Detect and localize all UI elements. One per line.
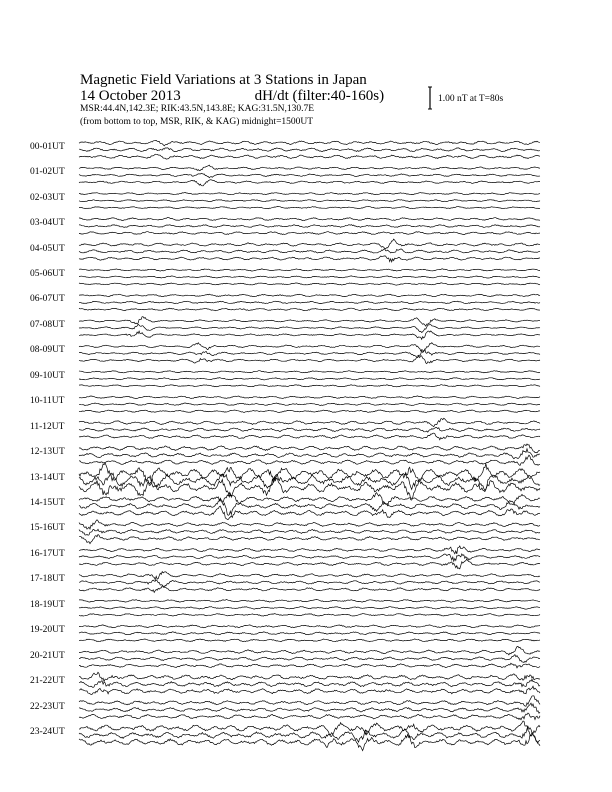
- trace-04-05UT-KAG: [79, 239, 540, 249]
- row-label-13-14UT: 13-14UT: [30, 472, 65, 483]
- trace-15-16UT-RIK: [79, 529, 540, 535]
- chart-title: Magnetic Field Variations at 3 Stations in Japan: [80, 72, 367, 88]
- row-label-11-12UT: 11-12UT: [30, 421, 65, 432]
- trace-09-10UT-MSR: [79, 385, 540, 387]
- trace-19-20UT-RIK: [79, 632, 540, 635]
- trace-order-note: (from bottom to top, MSR, RIK, & KAG) midnight=1500UT: [80, 117, 314, 127]
- trace-05-06UT-KAG: [79, 269, 540, 271]
- trace-23-24UT-MSR: [79, 734, 540, 750]
- row-label-02-03UT: 02-03UT: [30, 192, 65, 203]
- trace-01-02UT-KAG: [79, 165, 540, 171]
- row-label-03-04UT: 03-04UT: [30, 218, 65, 229]
- trace-18-19UT-KAG: [79, 600, 540, 603]
- trace-01-02UT-RIK: [79, 173, 540, 177]
- trace-11-12UT-KAG: [79, 418, 540, 426]
- trace-15-16UT-MSR: [79, 535, 540, 544]
- trace-20-21UT-MSR: [79, 663, 540, 668]
- row-label-19-20UT: 19-20UT: [30, 625, 65, 636]
- trace-14-15UT-MSR: [79, 506, 540, 519]
- scale-label: 1.00 nT at T=80s: [438, 94, 504, 104]
- quantity-text: dH/dt (filter:40-160s): [254, 88, 385, 104]
- row-label-16-17UT: 16-17UT: [30, 548, 65, 559]
- trace-02-03UT-RIK: [79, 200, 540, 202]
- trace-13-14UT-MSR: [79, 478, 540, 500]
- row-label-06-07UT: 06-07UT: [30, 294, 65, 305]
- trace-22-23UT-KAG: [79, 696, 540, 706]
- row-label-05-06UT: 05-06UT: [30, 268, 65, 279]
- trace-20-21UT-RIK: [79, 655, 540, 663]
- row-label-23-24UT: 23-24UT: [30, 727, 65, 738]
- trace-09-10UT-KAG: [79, 371, 540, 373]
- row-label-10-11UT: 10-11UT: [30, 396, 65, 407]
- trace-22-23UT-MSR: [79, 713, 540, 720]
- trace-08-09UT-KAG: [79, 343, 540, 352]
- trace-11-12UT-MSR: [79, 433, 540, 440]
- trace-06-07UT-KAG: [79, 294, 540, 296]
- trace-10-11UT-MSR: [79, 410, 540, 413]
- trace-06-07UT-MSR: [79, 308, 540, 311]
- trace-17-18UT-MSR: [79, 586, 540, 593]
- trace-19-20UT-MSR: [79, 639, 540, 642]
- trace-21-22UT-RIK: [79, 679, 540, 687]
- trace-08-09UT-MSR: [79, 356, 540, 364]
- trace-21-22UT-KAG: [79, 672, 540, 681]
- trace-10-11UT-KAG: [79, 396, 540, 399]
- row-label-22-23UT: 22-23UT: [30, 701, 65, 712]
- trace-02-03UT-MSR: [79, 207, 540, 209]
- row-label-00-01UT: 00-01UT: [30, 141, 65, 152]
- trace-21-22UT-MSR: [79, 686, 540, 694]
- trace-22-23UT-RIK: [79, 703, 540, 713]
- trace-15-16UT-KAG: [79, 520, 540, 529]
- trace-17-18UT-KAG: [79, 572, 540, 580]
- trace-04-05UT-MSR: [79, 256, 540, 262]
- trace-09-10UT-RIK: [79, 378, 540, 380]
- row-label-15-16UT: 15-16UT: [30, 523, 65, 534]
- trace-06-07UT-RIK: [79, 301, 540, 303]
- trace-12-13UT-KAG: [79, 444, 540, 453]
- trace-00-01UT-RIK: [79, 148, 540, 152]
- trace-07-08UT-KAG: [79, 317, 540, 326]
- row-label-17-18UT: 17-18UT: [30, 574, 65, 585]
- trace-07-08UT-RIK: [79, 324, 540, 332]
- trace-12-13UT-MSR: [79, 455, 540, 465]
- trace-16-17UT-RIK: [79, 554, 540, 561]
- trace-00-01UT-MSR: [79, 154, 540, 159]
- station-coordinates: MSR:44.4N,142.3E; RIK:43.5N,143.8E; KAG:31.5N,130.7E: [80, 104, 315, 114]
- row-label-12-13UT: 12-13UT: [30, 447, 65, 458]
- trace-05-06UT-MSR: [79, 283, 540, 285]
- trace-07-08UT-MSR: [79, 331, 540, 339]
- trace-18-19UT-RIK: [79, 607, 540, 610]
- row-label-01-02UT: 01-02UT: [30, 167, 65, 178]
- trace-16-17UT-MSR: [79, 559, 540, 569]
- trace-03-04UT-RIK: [79, 225, 540, 228]
- row-label-08-09UT: 08-09UT: [30, 345, 65, 356]
- trace-03-04UT-MSR: [79, 232, 540, 235]
- trace-01-02UT-MSR: [79, 180, 540, 186]
- trace-02-03UT-KAG: [79, 193, 540, 195]
- trace-05-06UT-RIK: [79, 276, 540, 278]
- row-label-04-05UT: 04-05UT: [30, 243, 65, 254]
- trace-18-19UT-MSR: [79, 614, 540, 617]
- trace-08-09UT-RIK: [79, 349, 540, 356]
- trace-19-20UT-KAG: [79, 625, 540, 628]
- trace-17-18UT-RIK: [79, 580, 540, 587]
- trace-20-21UT-KAG: [79, 646, 540, 655]
- row-label-09-10UT: 09-10UT: [30, 370, 65, 381]
- row-label-07-08UT: 07-08UT: [30, 319, 65, 330]
- trace-04-05UT-RIK: [79, 249, 540, 253]
- trace-11-12UT-RIK: [79, 428, 540, 433]
- trace-10-11UT-RIK: [79, 403, 540, 406]
- row-label-21-22UT: 21-22UT: [30, 676, 65, 687]
- row-label-14-15UT: 14-15UT: [30, 498, 65, 509]
- row-label-20-21UT: 20-21UT: [30, 650, 65, 661]
- trace-12-13UT-RIK: [79, 449, 540, 459]
- trace-00-01UT-KAG: [79, 140, 540, 146]
- trace-16-17UT-KAG: [79, 546, 540, 554]
- row-label-18-19UT: 18-19UT: [30, 599, 65, 610]
- trace-03-04UT-KAG: [79, 218, 540, 221]
- date-text: 14 October 2013: [80, 88, 181, 104]
